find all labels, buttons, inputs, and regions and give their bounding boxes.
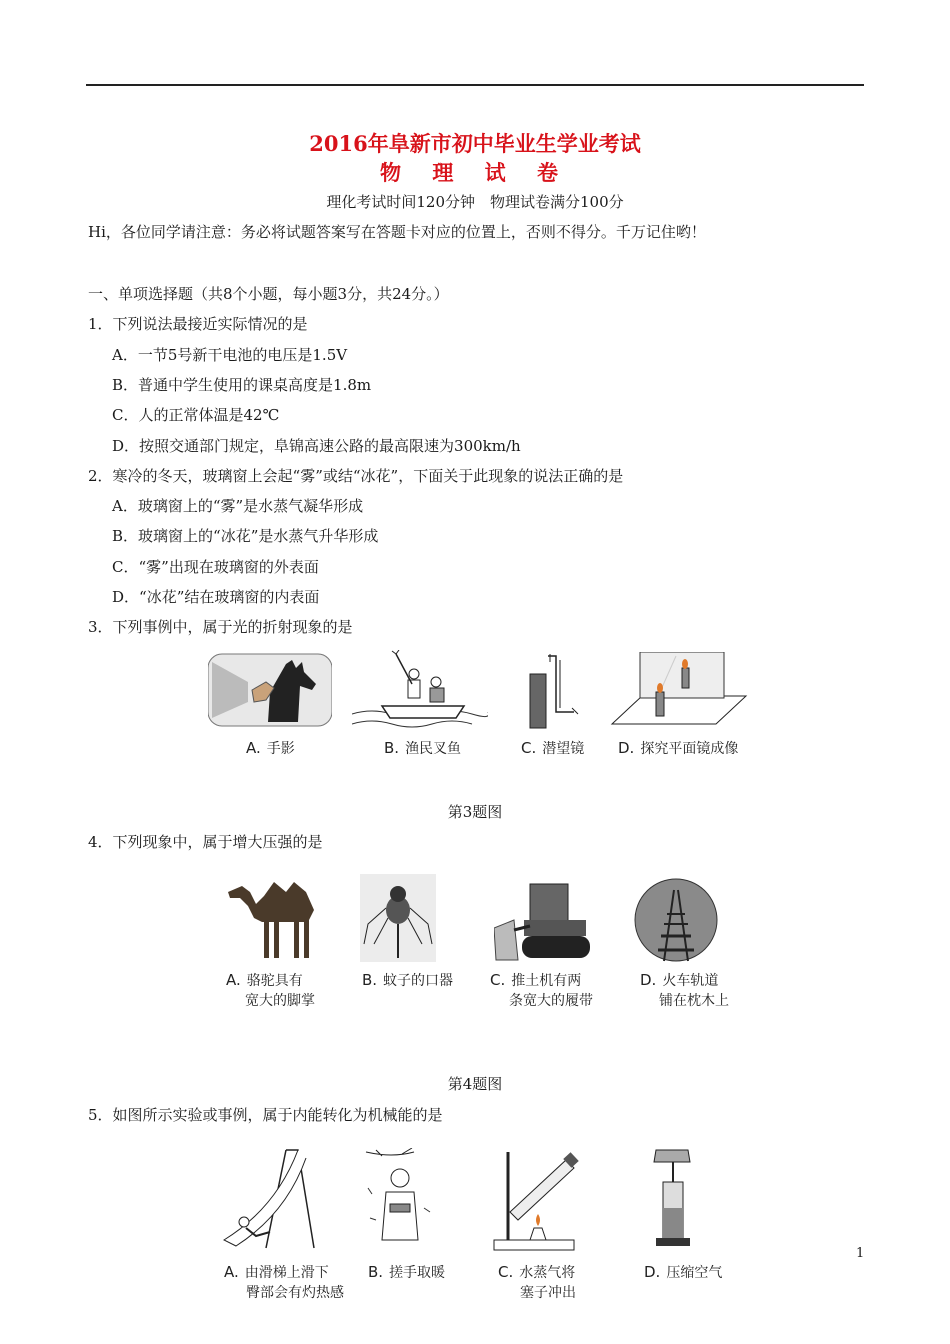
periscope-figure bbox=[520, 652, 586, 730]
q4-caption-c: C. 推土机有两 条宽大的履带 bbox=[490, 971, 593, 1009]
header-rule bbox=[86, 84, 864, 86]
question-4-stem: 4．下列现象中，属于增大压强的是 bbox=[88, 833, 323, 851]
section-heading: 一、单项选择题（共8个小题，每小题3分，共24分。） bbox=[88, 285, 449, 303]
q4-caption-b: B. 蚊子的口器 bbox=[362, 971, 454, 989]
q3-figure-caption: 第3题图 bbox=[447, 803, 503, 821]
railway-track-figure bbox=[634, 878, 718, 962]
exam-title: 2016年阜新市初中毕业生学业考试 bbox=[309, 131, 641, 156]
exam-notice: Hi，各位同学请注意：务必将试题答案写在答题卡对应的位置上，否则不得分。千万记住哟！ bbox=[88, 223, 706, 241]
question-3-stem: 3．下列事例中，属于光的折射现象的是 bbox=[88, 618, 353, 636]
q4-figure-caption: 第4题图 bbox=[447, 1075, 503, 1093]
q5-caption-c: C. 水蒸气将 塞子冲出 bbox=[498, 1263, 576, 1301]
bulldozer-figure bbox=[494, 880, 592, 964]
q3-caption-d: D. 探究平面镜成像 bbox=[618, 739, 739, 757]
question-2-stem: 2．寒冷的冬天，玻璃窗上会起“雾”或结“冰花”，下面关于此现象的说法正确的是 bbox=[88, 467, 624, 485]
question-1-stem: 1．下列说法最接近实际情况的是 bbox=[88, 315, 308, 333]
question-5-stem: 5．如图所示实验或事例，属于内能转化为机械能的是 bbox=[88, 1106, 443, 1124]
q3-caption-c: C. 潜望镜 bbox=[521, 739, 585, 757]
question-1-option-b: B．普通中学生使用的课桌高度是1.8m bbox=[112, 376, 372, 394]
question-2-option-c: C．“雾”出现在玻璃窗的外表面 bbox=[112, 558, 319, 576]
steam-stopper-figure bbox=[490, 1148, 580, 1252]
rubbing-hands-figure bbox=[362, 1148, 438, 1248]
question-2-option-d: D．“冰花”结在玻璃窗的内表面 bbox=[112, 588, 320, 606]
page-number: 1 bbox=[856, 1246, 865, 1261]
q5-caption-b: B. 搓手取暖 bbox=[368, 1263, 446, 1281]
fisherman-spearing-figure bbox=[352, 650, 488, 732]
q4-caption-a: A. 骆驼具有 宽大的脚掌 bbox=[226, 971, 315, 1009]
camel-figure bbox=[222, 874, 326, 962]
q3-caption-a: A. 手影 bbox=[246, 739, 295, 757]
question-1-option-c: C．人的正常体温是42℃ bbox=[112, 406, 280, 424]
hand-shadow-figure bbox=[208, 652, 332, 728]
exam-subtitle: 物 理 试 卷 bbox=[380, 160, 570, 185]
slide-figure bbox=[216, 1148, 320, 1252]
question-1-option-d: D．按照交通部门规定，阜锦高速公路的最高限速为300km/h bbox=[112, 437, 521, 455]
q5-caption-a: A. 由滑梯上滑下 臀部会有灼热感 bbox=[224, 1263, 344, 1301]
air-pump-figure bbox=[648, 1146, 698, 1254]
mosquito-figure bbox=[360, 874, 436, 962]
q5-caption-d: D. 压缩空气 bbox=[644, 1263, 723, 1281]
plane-mirror-figure bbox=[610, 652, 748, 730]
question-2-option-b: B．玻璃窗上的“冰花”是水蒸气升华形成 bbox=[112, 527, 379, 545]
q3-caption-b: B. 渔民叉鱼 bbox=[384, 739, 462, 757]
exam-info: 理化考试时间120分钟 物理试卷满分100分 bbox=[326, 193, 624, 211]
q4-caption-d: D. 火车轨道 铺在枕木上 bbox=[640, 971, 729, 1009]
question-1-option-a: A．一节5号新干电池的电压是1.5V bbox=[112, 346, 348, 364]
question-2-option-a: A．玻璃窗上的“雾”是水蒸气凝华形成 bbox=[112, 497, 364, 515]
